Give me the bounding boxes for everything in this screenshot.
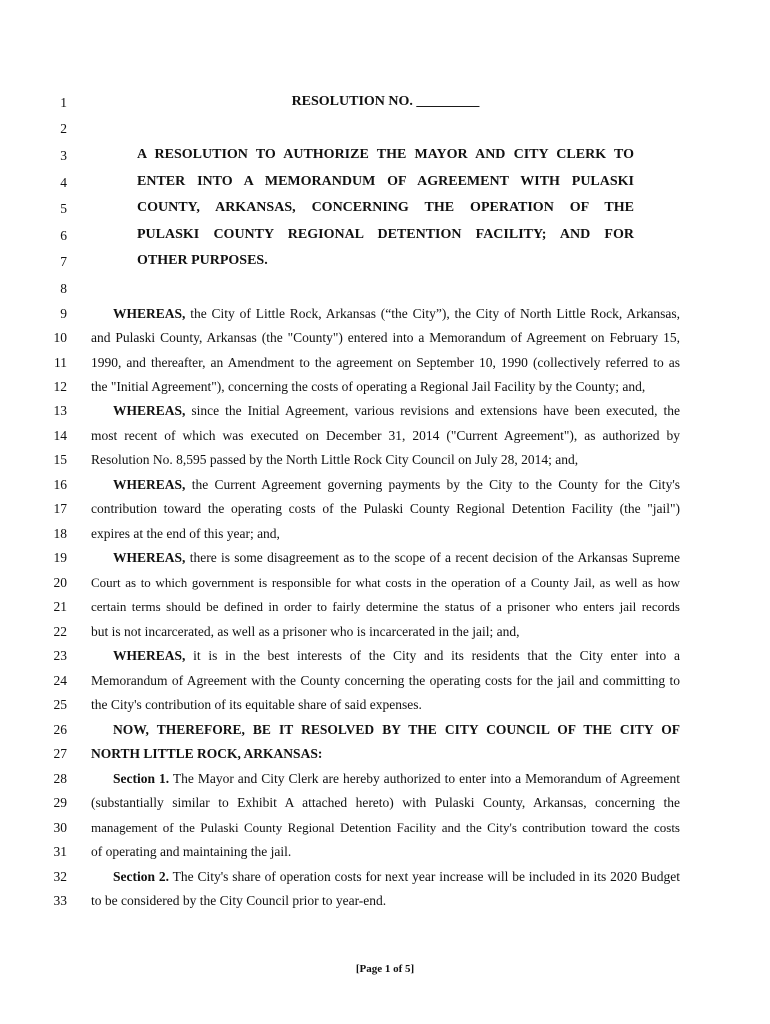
whereas-paragraph-1-line <box>113 306 680 322</box>
whereas-paragraph-5-line <box>113 648 680 664</box>
body-line: most recent of which was executed on December 31, 2014 ("Current Agreement"), as authorized by <box>91 428 680 443</box>
body-line: 1990, and thereafter, an Amendment to the agreement on September 10, 1990 (collectively referred to as <box>91 355 680 370</box>
line-number: 11 <box>54 355 67 370</box>
line-number: 2 <box>60 121 67 136</box>
body-line: the "Initial Agreement"), concerning the costs of operating a Regional Jail Facility by the County; and, <box>91 379 646 394</box>
body-line: Court as to which government is responsible for what costs in the operation of a County Jail, as well as how <box>91 575 680 590</box>
section-label: Section 2. <box>113 869 169 884</box>
body-line: the City's contribution of its equitable share of said expenses. <box>91 697 422 712</box>
line-number: 6 <box>60 228 67 243</box>
line-number: 28 <box>53 771 67 786</box>
text-span: the City of Little Rock, Arkansas (“the City”), the City of North Little Rock, Arkansas, <box>185 306 680 321</box>
title-line: COUNTY, ARKANSAS, CONCERNING THE OPERATION OF THE <box>137 200 634 215</box>
text-span: the Current Agreement governing payments by the City to the County for the City's <box>185 477 680 492</box>
line-number: 27 <box>53 746 67 761</box>
line-number: 26 <box>53 722 67 737</box>
line-number: 15 <box>53 452 67 467</box>
text-span: The City's share of operation costs for next year increase will be included in its 2020 Budget <box>169 869 681 884</box>
whereas-paragraph-2-line <box>113 403 680 419</box>
body-line: certain terms should be defined in order to fairly determine the status of a prisoner who enters jail records <box>91 599 680 614</box>
text-span: since the Initial Agreement, various revisions and extensions have been executed, the <box>185 403 680 418</box>
section-2-line <box>113 869 680 885</box>
section-label: Section 1. <box>113 771 170 786</box>
line-number: 25 <box>53 697 67 712</box>
line-number: 17 <box>53 501 67 516</box>
whereas-label: WHEREAS, <box>113 550 186 565</box>
body-line: of operating and maintaining the jail. <box>91 844 292 859</box>
line-number: 14 <box>53 428 67 443</box>
line-number: 20 <box>53 575 67 590</box>
line-number: 1 <box>60 95 67 110</box>
line-number: 13 <box>53 403 67 418</box>
resolved-clause: NORTH LITTLE ROCK, ARKANSAS: <box>91 746 323 761</box>
whereas-label: WHEREAS, <box>113 403 186 418</box>
resolved-clause: NOW, THEREFORE, BE IT RESOLVED BY THE CITY COUNCIL OF THE CITY OF <box>113 722 680 737</box>
body-line: Resolution No. 8,595 passed by the North Little Rock City Council on July 28, 2014; and, <box>91 452 579 467</box>
body-line: (substantially similar to Exhibit A attached hereto) with Pulaski County, Arkansas, concerning the <box>91 795 680 810</box>
line-number: 4 <box>60 175 67 190</box>
line-number: 10 <box>53 330 67 345</box>
text-span: The Mayor and City Clerk are hereby authorized to enter into a Memorandum of Agreement <box>169 771 680 786</box>
line-number: 29 <box>53 795 67 810</box>
line-number: 19 <box>53 550 67 565</box>
body-line: and Pulaski County, Arkansas (the "County") entered into a Memorandum of Agreement on February 15, <box>91 330 680 345</box>
line-number: 5 <box>60 201 67 216</box>
body-line: contribution toward the operating costs of the Pulaski County Regional Detention Facility (the "jail") <box>91 501 680 516</box>
body-line: expires at the end of this year; and, <box>91 526 280 541</box>
title-line: PULASKI COUNTY REGIONAL DETENTION FACILITY; AND FOR <box>137 227 634 242</box>
text-span: there is some disagreement as to the scope of a recent decision of the Arkansas Supreme <box>185 550 680 565</box>
title-line: ENTER INTO A MEMORANDUM OF AGREEMENT WITH PULASKI <box>137 174 634 189</box>
body-line: to be considered by the City Council prior to year-end. <box>91 893 387 908</box>
title-line: OTHER PURPOSES. <box>137 253 268 268</box>
line-number: 24 <box>53 673 67 688</box>
body-line: but is not incarcerated, as well as a prisoner who is incarcerated in the jail; and, <box>91 624 520 639</box>
line-number: 33 <box>53 893 67 908</box>
section-1-line <box>113 771 680 787</box>
line-number: 22 <box>53 624 67 639</box>
whereas-paragraph-3-line <box>113 477 680 493</box>
resolution-number: RESOLUTION NO. _________ <box>291 94 480 109</box>
line-number: 3 <box>60 148 67 163</box>
line-number: 18 <box>53 526 67 541</box>
page-number: [Page 1 of 5] <box>355 963 415 975</box>
text-span: it is in the best interests of the City and its residents that the City enter into a <box>185 648 680 663</box>
line-number: 9 <box>60 306 67 321</box>
line-number: 31 <box>53 844 67 859</box>
title-line: A RESOLUTION TO AUTHORIZE THE MAYOR AND CITY CLERK TO <box>137 147 634 162</box>
body-line: Memorandum of Agreement with the County concerning the operating costs for the jail and committing to <box>91 673 680 688</box>
whereas-label: WHEREAS, <box>113 648 186 663</box>
whereas-label: WHEREAS, <box>113 477 186 492</box>
line-number: 30 <box>53 820 67 835</box>
line-number: 32 <box>53 869 67 884</box>
body-line: management of the Pulaski County Regional Detention Facility and the City's contribution toward the costs <box>91 820 680 835</box>
line-number: 16 <box>53 477 67 492</box>
line-number: 7 <box>60 254 67 269</box>
line-number: 23 <box>53 648 67 663</box>
whereas-paragraph-4-line <box>113 550 680 566</box>
line-number: 8 <box>60 281 67 296</box>
whereas-label: WHEREAS, <box>113 306 186 321</box>
line-number: 12 <box>53 379 67 394</box>
line-number: 21 <box>53 599 67 614</box>
